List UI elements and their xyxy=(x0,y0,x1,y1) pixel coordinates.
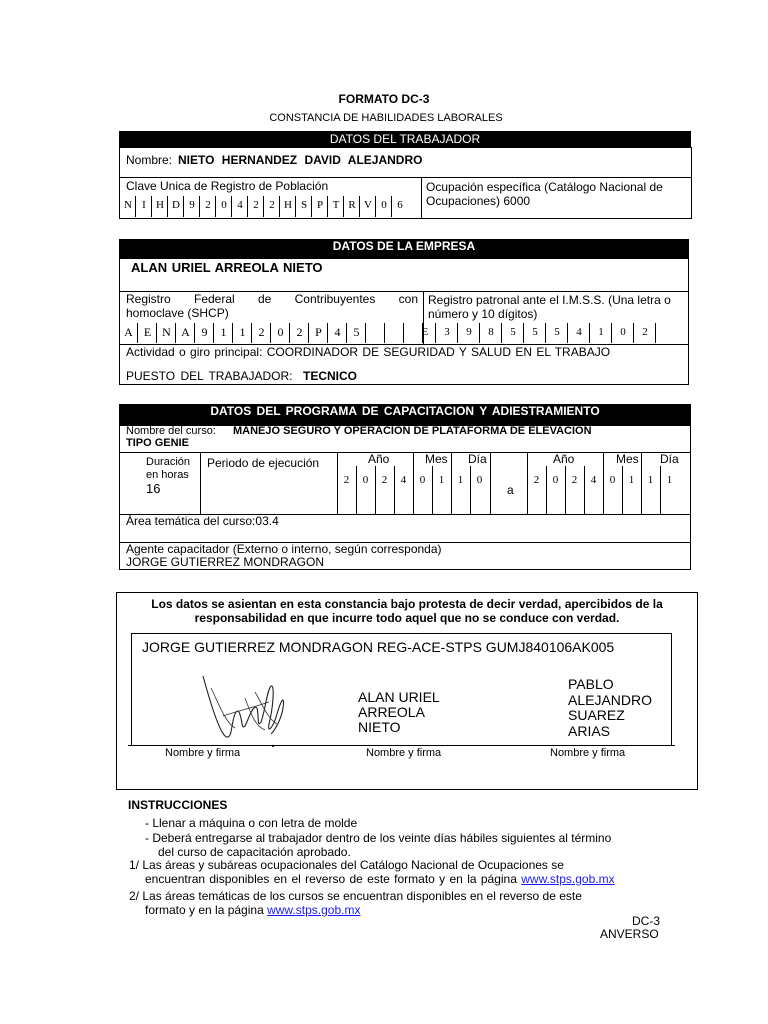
form-title: FORMATO DC-3 xyxy=(338,92,430,106)
periodo-label: Periodo de ejecución xyxy=(207,456,320,470)
imss-char: 8 xyxy=(488,326,494,338)
rfc-char: 0 xyxy=(277,325,284,339)
rfc-char: A xyxy=(124,325,133,339)
fecha-inicio-char: 0 xyxy=(362,474,369,486)
nota-1-cont xyxy=(145,872,615,886)
curso-value: MANEJO SEGURO Y OPERACIÓN DE PLATAFORMA DE ELEVACION xyxy=(233,425,592,437)
fecha-fin xyxy=(527,474,679,486)
fecha-inicio xyxy=(337,474,489,486)
fecha-inicio-char: 1 xyxy=(438,474,445,486)
curp-char: N xyxy=(124,199,132,211)
curso-value-line2: TIPO GENIE xyxy=(126,437,189,449)
curp-char: 2 xyxy=(253,199,259,211)
fecha-fin-char: 1 xyxy=(647,474,654,486)
fecha-inicio-char: 4 xyxy=(400,474,407,486)
instruccion-1: - Llenar a máquina o con letra de molde xyxy=(145,816,358,830)
rfc-label-line2: homoclave (SHCP) xyxy=(126,306,229,320)
footer-side: ANVERSO xyxy=(600,927,659,941)
rfc-char: A xyxy=(181,325,190,339)
rfc-char: 5 xyxy=(353,325,360,339)
ocupacion-label: Ocupación específica (Catálogo Nacional de Ocupaciones) 6000 xyxy=(426,180,663,208)
curso-label: Nombre del curso: xyxy=(126,425,216,437)
rfc-char: 2 xyxy=(258,325,265,339)
fecha-fin-char: 1 xyxy=(666,474,673,486)
nota-2-text: formato y en la página xyxy=(145,903,264,917)
form-subtitle: CONSTANCIA DE HABILIDADES LABORALES xyxy=(269,112,503,124)
imss-char: 9 xyxy=(466,326,472,338)
imss-char: 5 xyxy=(510,326,516,338)
mes-label-inicio: Mes xyxy=(425,452,448,466)
fecha-fin-char: 0 xyxy=(609,474,616,486)
trabajador-header: DATOS DEL TRABAJADOR xyxy=(119,131,691,148)
anio-label-inicio: Año xyxy=(368,452,390,466)
duracion-value: 16 xyxy=(146,481,161,496)
curp-char: 0 xyxy=(381,199,387,211)
curp-char: 4 xyxy=(237,199,243,211)
imss-char: 0 xyxy=(620,326,626,338)
mes-label-fin: Mes xyxy=(616,452,639,466)
curp-char: P xyxy=(316,199,324,211)
imss-char: 4 xyxy=(576,326,582,338)
protesta-line1: Los datos se asientan en esta constancia bajo protesta de decir verdad, apercibidos de la xyxy=(151,597,663,611)
curp-char: H xyxy=(284,199,292,211)
divider xyxy=(200,452,201,514)
imss-label: Registro patronal ante el I.M.S.S. (Una letra o número y 10 dígitos) xyxy=(428,293,671,321)
curp-char: D xyxy=(172,199,180,211)
firma-representante-line: ALEJANDRO xyxy=(568,691,653,708)
dia-label-inicio: Día xyxy=(468,452,487,466)
curp-char: 9 xyxy=(189,199,195,211)
rfc-value xyxy=(119,325,366,340)
imss-value xyxy=(414,326,656,338)
agente-value: JORGE GUTIERREZ MONDRAGON xyxy=(126,555,325,569)
area-tematica: Área temática del curso:03.4 xyxy=(126,514,279,528)
a-label: a xyxy=(507,483,514,497)
puesto-value: TECNICO xyxy=(303,369,357,383)
imss-char: 2 xyxy=(642,326,648,338)
fecha-inicio-char: 0 xyxy=(419,474,426,486)
duracion-label xyxy=(146,456,190,482)
rfc-char: 1 xyxy=(220,325,227,339)
divider xyxy=(119,177,692,178)
agente-label: Agente capacitador (Externo o interno, según corresponda) xyxy=(126,542,442,556)
rfc-char: P xyxy=(315,325,322,339)
signature-image xyxy=(195,668,295,748)
anio-label-fin: Año xyxy=(553,452,575,466)
curp-value xyxy=(120,199,408,211)
nota-2-cont xyxy=(145,903,360,917)
firma-representante-line: PABLO xyxy=(568,676,614,692)
curp-char: T xyxy=(332,199,340,211)
curp-char: I xyxy=(142,199,146,211)
dia-label-fin: Día xyxy=(660,452,679,466)
empresa-header: DATOS DE LA EMPRESA xyxy=(119,239,689,259)
curp-char: 0 xyxy=(221,199,227,211)
curp-char: 2 xyxy=(205,199,211,211)
imss-char: 5 xyxy=(532,326,538,338)
rfc-char: 9 xyxy=(201,325,208,339)
instrucciones-title: INSTRUCCIONES xyxy=(128,798,228,812)
curp-label: Clave Unica de Registro de Población xyxy=(126,179,329,193)
instruccion-2-cont: del curso de capacitación aprobado. xyxy=(158,845,351,859)
divider xyxy=(119,452,691,453)
nombre-firma-2: Nombre y firma xyxy=(366,747,442,759)
curp-char: 2 xyxy=(269,199,275,211)
razon-social: ALAN URIEL ARREOLA NIETO xyxy=(131,260,323,275)
instruccion-2: - Deberá entregarse al trabajador dentro de los veinte días hábiles siguientes al término xyxy=(145,831,612,845)
fecha-fin-char: 1 xyxy=(628,474,635,486)
rfc-char: 4 xyxy=(334,325,341,339)
firma-representante xyxy=(568,677,652,739)
rfc-char: E xyxy=(143,325,152,339)
imss-char: 5 xyxy=(554,326,560,338)
signature-line xyxy=(128,745,675,746)
curp-char: R xyxy=(348,199,356,211)
fecha-inicio-char: 2 xyxy=(381,474,388,486)
fecha-inicio-char: 0 xyxy=(476,474,483,486)
programa-header: DATOS DEL PROGRAMA DE CAPACITACION Y ADIESTRAMIENTO xyxy=(119,404,691,426)
rfc-char: 1 xyxy=(239,325,246,339)
firma-patron-line: NIETO xyxy=(358,719,401,735)
rfc-label-line1: Registro Federal de Contribuyentes con xyxy=(126,292,418,306)
rfc-char: 2 xyxy=(296,325,303,339)
empresa-box xyxy=(119,258,689,385)
actividad: Actividad o giro principal: COORDINADOR DE SEGURIDAD Y SALUD EN EL TRABAJO xyxy=(126,345,611,359)
stps-link-2[interactable]: www.stps.gob.mx xyxy=(267,903,361,917)
nombre-label: Nombre: xyxy=(126,153,173,167)
firma-patron xyxy=(358,690,440,735)
firma-patron-line: ALAN URIEL xyxy=(358,689,440,705)
fecha-inicio-char: 1 xyxy=(457,474,464,486)
imss-char: 3 xyxy=(444,326,450,338)
fecha-fin-char: 2 xyxy=(533,474,540,486)
curp-char: V xyxy=(364,199,372,211)
nota-2: 2/ Las áreas temáticas de los cursos se encuentran disponibles en el reverso de este xyxy=(129,889,582,903)
firma-representante-line: ARIAS xyxy=(568,722,611,739)
curp-char: 6 xyxy=(397,199,403,211)
footer-code: DC-3 xyxy=(632,914,661,928)
duracion-label-1: Duración xyxy=(146,456,191,468)
firma-representante-line: SUAREZ xyxy=(568,707,625,723)
fecha-fin-char: 2 xyxy=(571,474,578,486)
puesto-label: PUESTO DEL TRABAJADOR: xyxy=(126,369,293,383)
instructor-value: JORGE GUTIERREZ MONDRAGON REG-ACE-STPS GUMJ840106AK005 xyxy=(142,639,615,655)
nombre-firma-1: Nombre y firma xyxy=(165,747,241,759)
firma-patron-line: ARREOLA xyxy=(358,704,425,720)
curp-char: H xyxy=(156,199,164,211)
divider xyxy=(421,177,422,219)
nombre-firma-3: Nombre y firma xyxy=(550,747,626,759)
fecha-inicio-char: 2 xyxy=(343,474,350,486)
divider xyxy=(490,452,491,514)
nota-1: 1/ Las áreas y subáreas ocupacionales del Catálogo Nacional de Ocupaciones se xyxy=(129,858,564,872)
fecha-fin-char: 0 xyxy=(552,474,559,486)
rfc-char: N xyxy=(162,325,171,339)
imss-char: E xyxy=(421,326,429,338)
fecha-fin-char: 4 xyxy=(590,474,597,486)
nota-1-text: encuentran disponibles en el reverso de este formato y en la página xyxy=(145,872,517,886)
duracion-label-2: en horas xyxy=(146,469,189,481)
nombre-value: NIETO HERNANDEZ DAVID ALEJANDRO xyxy=(178,153,423,167)
stps-link-1[interactable]: www.stps.gob.mx xyxy=(521,872,615,886)
protesta-line2: responsabilidad en que incurre todo aquel que no se conduce con verdad. xyxy=(194,611,620,625)
imss-char: 1 xyxy=(598,326,604,338)
curp-char: S xyxy=(300,199,308,211)
